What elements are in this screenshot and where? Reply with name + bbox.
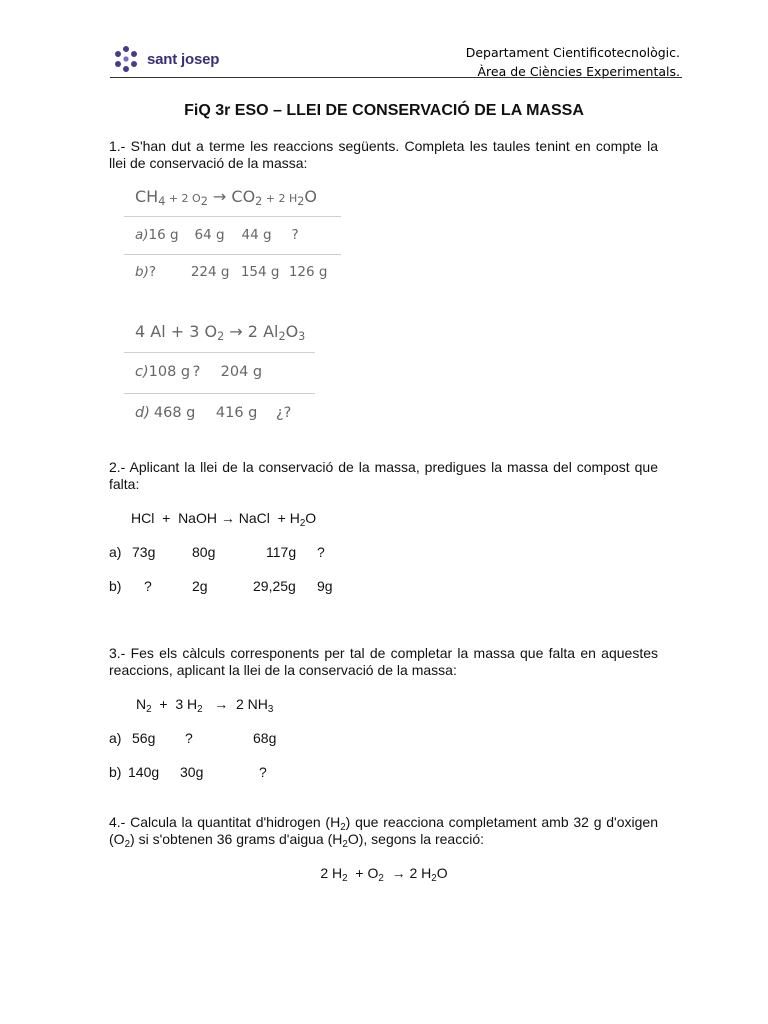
table-divider bbox=[124, 216, 341, 217]
question-2-text: 2.- Aplicant la llei de la conservació de la massa, predigues la massa del compost que falta: bbox=[109, 459, 658, 492]
table-divider bbox=[124, 254, 341, 255]
department-line: Departament Cientificotecnològic. bbox=[465, 45, 680, 60]
department-header bbox=[466, 43, 680, 81]
q3-row-b: b) 140g 30g ? bbox=[109, 764, 267, 780]
q3-row-a: a) 56g ? 68g bbox=[109, 730, 277, 746]
q1-equation-2: 4 Al + 3 $O_2 \to 2$ $Al_2O_3$ bbox=[135, 322, 306, 343]
question-3-text: 3.- Fes els càlculs corresponents per tal de completar la massa que falta en aquestes reaccions, aplicant la llei de la conservació de la massa: bbox=[109, 645, 658, 678]
q4-equation: 2 $H_2 + O_2 \to 2$ $H_2O$ bbox=[320, 865, 448, 884]
logo-dots-icon bbox=[112, 45, 140, 73]
q3-equation: $N_2 + 3$ $H_2 \to 2$ $NH_3$ bbox=[136, 696, 274, 715]
q1-row-d: d) 468 g 416 g ¿? bbox=[135, 405, 292, 421]
header-divider bbox=[110, 77, 682, 78]
q1-row-a: a)16 g 64 g 44 g ? bbox=[135, 227, 299, 243]
school-logo bbox=[112, 44, 219, 74]
area-line: Àrea de Ciències Experimentals. bbox=[477, 64, 680, 79]
table-divider bbox=[124, 352, 315, 353]
q2-row-a: a) 73g 80g 117g ? bbox=[109, 544, 325, 560]
table-divider bbox=[124, 393, 315, 394]
q2-equation: HCl + NaOH → NaCl + $H_2O$ bbox=[131, 510, 317, 529]
logo-text: sant josep bbox=[147, 50, 220, 68]
page-title: FiQ 3r ESO – LLEI DE CONSERVACIÓ DE LA MASSA bbox=[184, 102, 584, 119]
q1-row-b: b)? 224 g 154 g 126 g bbox=[135, 264, 328, 280]
q2-row-b: b) ? 2g 29,25g 9g bbox=[109, 578, 333, 594]
q1-row-c: c)108 g ? 204 g bbox=[135, 364, 263, 380]
q1-equation-1: $CH_4 + 2$ $O_2 \to CO_2 + 2$ $H_2O$ bbox=[135, 187, 317, 208]
question-4-text: 4.- Calcula la quantitat d'hidrogen $(H_2)$ que reacciona completament amb 32 g d'oxigen $(O_2)$ si s'obtenen 36 grams d'aigua $(H_2O)$, segons la reacció: bbox=[109, 814, 658, 850]
question-1-text: 1.- S'han dut a terme les reaccions següents. Completa les taules tenint en compte la llei de conservació de la massa: bbox=[109, 138, 658, 171]
